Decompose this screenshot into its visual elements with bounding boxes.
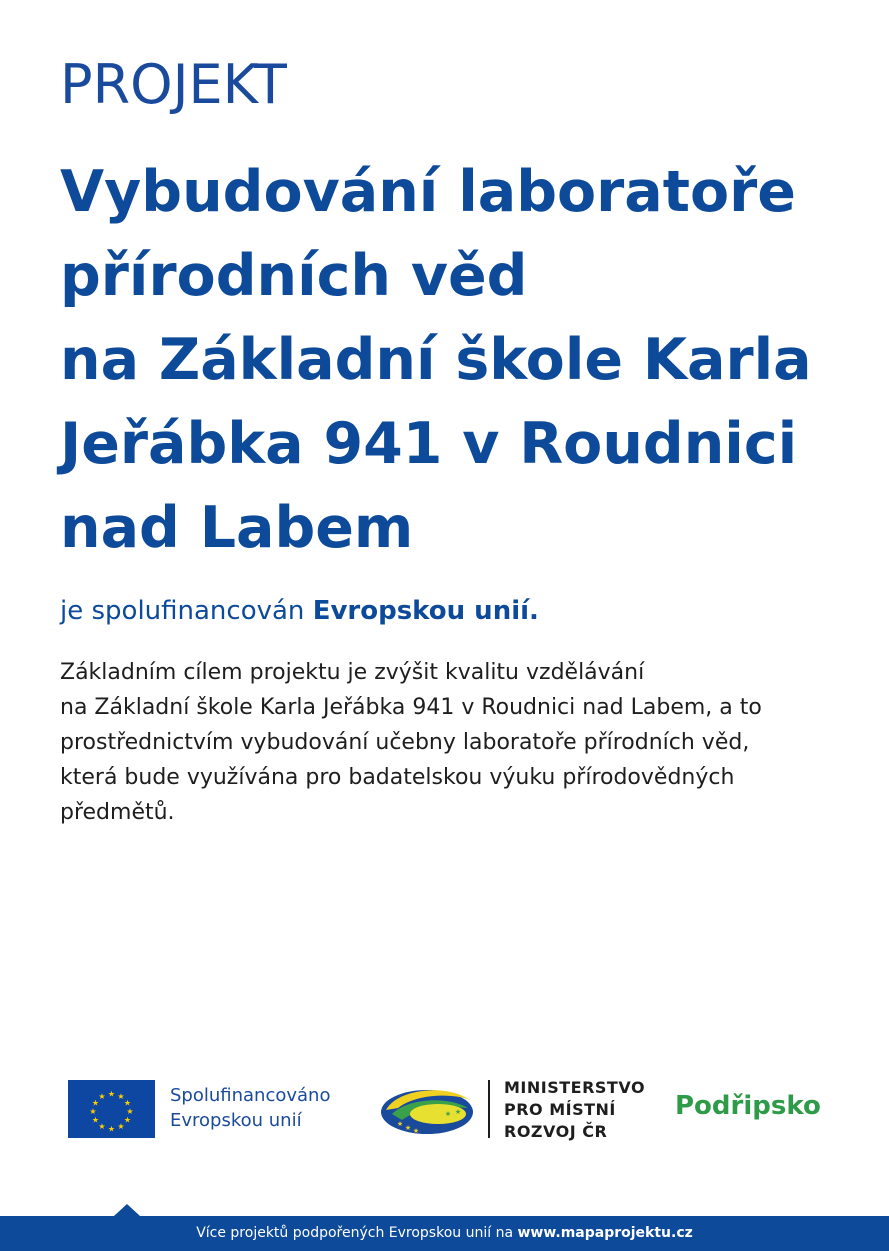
- svg-text:★: ★: [444, 1110, 452, 1118]
- project-label: PROJEKT: [60, 53, 287, 116]
- svg-text:★: ★: [91, 1115, 100, 1125]
- mmr-text-line: ROZVOJ ČR: [504, 1122, 608, 1141]
- svg-text:★: ★: [396, 1120, 404, 1128]
- svg-text:★: ★: [454, 1108, 462, 1116]
- svg-text:★: ★: [126, 1107, 134, 1116]
- mmr-text-line: PRO MÍSTNÍ: [504, 1100, 616, 1119]
- mmr-emblem-logo: [378, 1080, 476, 1140]
- mmr-ministry-text: [504, 1077, 645, 1143]
- mmr-text-line: MINISTERSTVO: [504, 1078, 646, 1097]
- cofinance-eu: Evropskou unií.: [312, 596, 539, 626]
- cofinance-statement: [60, 596, 539, 626]
- title-line: na Základní škole Karla: [60, 327, 812, 393]
- title-line: přírodních věd: [60, 243, 528, 309]
- cofinance-prefix: je spolufinancován: [60, 596, 305, 626]
- description-line: předmětů.: [60, 800, 175, 825]
- svg-text:★: ★: [91, 1098, 100, 1108]
- svg-text:★: ★: [123, 1115, 132, 1125]
- svg-text:★: ★: [98, 1092, 106, 1101]
- project-description: [60, 655, 850, 830]
- description-line: na Základní škole Karla Jeřábka 941 v Roudnici nad Labem, a to: [60, 695, 762, 720]
- svg-text:★: ★: [107, 1089, 116, 1099]
- title-line: Jeřábka 941 v Roudnici: [60, 411, 798, 477]
- description-line: Základním cílem projektu je zvýšit kvalitu vzdělávání: [60, 660, 645, 685]
- footer-bar: [0, 1216, 889, 1251]
- svg-text:★: ★: [107, 1124, 116, 1134]
- eu-cofinance-text: [170, 1083, 330, 1133]
- svg-text:★: ★: [89, 1107, 97, 1116]
- eu-flag-logo: [68, 1080, 155, 1138]
- footer-text: Více projektů podpořených Evropskou unií na: [196, 1225, 514, 1241]
- svg-text:★: ★: [98, 1122, 106, 1131]
- svg-text:★: ★: [117, 1092, 125, 1101]
- footer-tab-marker: [114, 1204, 140, 1216]
- title-line: Vybudování laboratoře: [60, 159, 796, 225]
- title-line: nad Labem: [60, 495, 414, 561]
- svg-text:★: ★: [117, 1122, 125, 1131]
- project-title: [60, 150, 870, 570]
- eu-text-line: Evropskou unií: [170, 1110, 302, 1131]
- svg-text:★: ★: [404, 1124, 412, 1132]
- podripsko-logo: Podřipsko: [675, 1091, 821, 1121]
- eu-text-line: Spolufinancováno: [170, 1085, 331, 1106]
- description-line: která bude využívána pro badatelskou výuku přírodovědných: [60, 765, 735, 790]
- footer-link[interactable]: www.mapaprojektu.cz: [517, 1225, 693, 1241]
- svg-text:★: ★: [412, 1127, 420, 1135]
- description-line: prostřednictvím vybudování učebny laboratoře přírodních věd,: [60, 730, 750, 755]
- svg-text:★: ★: [123, 1098, 132, 1108]
- logo-divider: [488, 1080, 490, 1138]
